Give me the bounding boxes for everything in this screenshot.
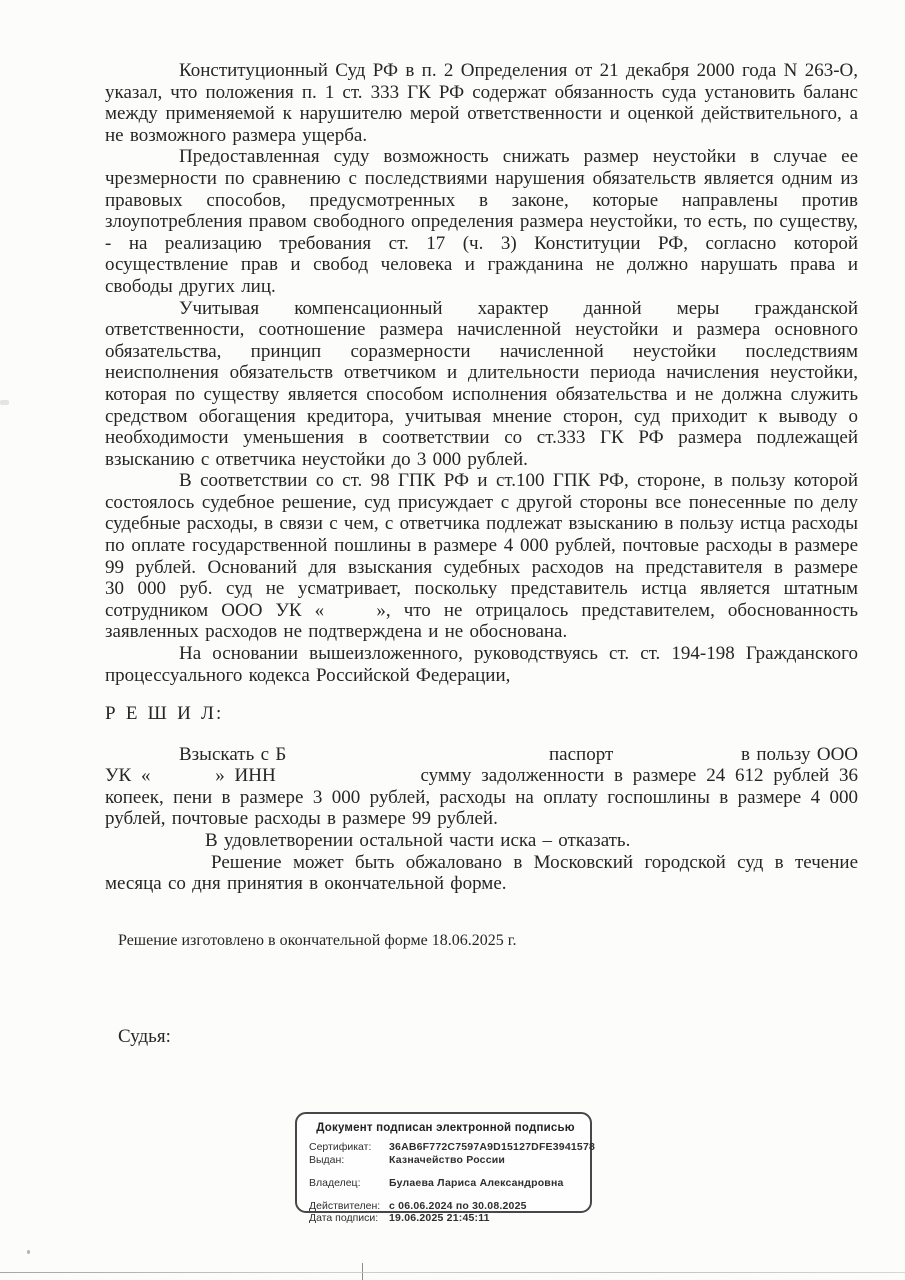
scan-speck-artifact — [27, 1250, 30, 1254]
document-body — [105, 60, 858, 686]
certificate-value: 36AB6F772C7597A9D15127DFE3941578 — [389, 1141, 596, 1153]
redacted-defendant-name-gap — [293, 758, 543, 760]
stamp-row-validity — [309, 1200, 582, 1213]
scan-smudge-artifact — [0, 400, 9, 405]
redacted-company-name-gap — [160, 779, 205, 781]
final-form-note: Решение изготовлено в окончательной форме 18.06.2025 г. — [118, 932, 517, 949]
stamp-row-sign-date — [309, 1212, 582, 1225]
issuer-value: Казначейство России — [389, 1153, 506, 1166]
decision-paragraph — [105, 744, 858, 830]
judge-signature-label: Судья: — [118, 1026, 171, 1047]
electronic-signature-stamp — [295, 1112, 596, 1224]
paragraph-penalty-reduction-right: Предоставленная суду возможность снижать размер неустойки в случае ее чрезмерности по сравнению с последствиями нарушения обязательств является одним из правовых способов, предусмотренных в законе, которые направлены против злоупотребления правом свободного определения размера неустойки, то есть, по существу, - на реализацию требования ст. 17 (ч. 3) Конституции РФ, согласно которой осуществление прав и свобод человека и гражданина не должно нарушать права и свободы других лиц. — [105, 146, 858, 297]
issuer-label: Выдан: — [309, 1153, 345, 1166]
resolution-heading: Р Е Ш И Л: — [105, 703, 224, 724]
paragraph-claim-denied: В удовлетворении остальной части иска – отказать. — [205, 829, 631, 851]
validity-label: Действителен: — [309, 1199, 381, 1212]
paragraph-appeal-right: Решение может быть обжаловано в Московский городской суд в течение месяца со дня принятия в окончательной форме. — [105, 851, 858, 895]
stamp-row-owner — [309, 1177, 582, 1190]
decision-amounts-text: сумму задолженности в размере 24 612 рублей 36 копеек, пени в размере 3 000 рублей, расходы на оплату госпошлины в размере 4 000 рублей, почтовые расходы в размере 99 рублей. — [105, 765, 859, 830]
redacted-inn-gap — [286, 779, 411, 781]
stamp-title: Документ подписан электронной подписью — [316, 1122, 575, 1134]
decision-defendant-text: Взыскать с Б — [179, 743, 287, 765]
resolution-section — [105, 703, 858, 895]
sign-date-value: 19.06.2025 21:45:11 — [389, 1212, 490, 1224]
decision-passport-text: паспорт — [549, 743, 614, 765]
validity-value: с 06.06.2024 по 30.08.2025 — [389, 1199, 527, 1212]
paragraph-legal-basis: На основании вышеизложенного, руководствуясь ст. ст. 194-198 Гражданского процессуального кодекса Российской Федерации, — [105, 643, 858, 686]
decision-favor-text: в пользу ООО УК « — [105, 743, 859, 787]
decision-inn-text: » ИНН — [215, 765, 276, 787]
sign-date-label: Дата подписи: — [309, 1212, 379, 1224]
certificate-label: Сертификат: — [309, 1141, 372, 1153]
paragraph-court-costs: В соответствии со ст. 98 ГПК РФ и ст.100 ГПК РФ, стороне, в пользу которой состоялось судебное решение, суд присуждает с другой стороны все понесенные по делу судебные расходы, в связи с чем, с ответчика подлежат взысканию в пользу истца расходы по оплате государственной пошлины в размере 4 000 рублей, почтовые расходы в размере 99 рублей. Оснований для взыскания судебных расходов на представителя в размере 30 000 руб. суд не усматривает, поскольку представитель истца является штатным сотрудником ООО УК « », что не отрицалось представителем, обоснованность заявленных расходов не подтверждена и не обоснована. — [105, 470, 858, 643]
owner-label: Владелец: — [309, 1177, 361, 1189]
scan-edge-line-artifact — [0, 1272, 905, 1273]
owner-value: Булаева Лариса Александровна — [389, 1177, 564, 1189]
redacted-passport-number-gap — [620, 758, 735, 760]
paragraph-constitutional-court: Конституционный Суд РФ в п. 2 Определения от 21 декабря 2000 года N 263-О, указал, что положения п. 1 ст. 333 ГК РФ содержат обязанность суда установить баланс между применяемой к нарушителю мерой ответственности и оценкой действительного, а не возможного размера ущерба. — [105, 60, 858, 146]
paragraph-compensatory-nature: Учитывая компенсационный характер данной меры гражданской ответственности, соотношение размера начисленной неустойки и размера основного обязательства, принцип соразмерности начисленной неустойки последствиям неисполнения обязательств ответчиком и длительности периода начисления неустойки, которая по существу является способом исполнения обязательства и не должна служить средством обогащения кредитора, учитывая мнение сторон, суд приходит к выводу о необходимости уменьшения в соответствии со ст.333 ГК РФ размера подлежащей взысканию с ответчика неустойки до 3 000 рублей. — [105, 297, 858, 470]
stamp-row-issuer — [309, 1154, 582, 1167]
stamp-row-certificate — [309, 1141, 596, 1154]
